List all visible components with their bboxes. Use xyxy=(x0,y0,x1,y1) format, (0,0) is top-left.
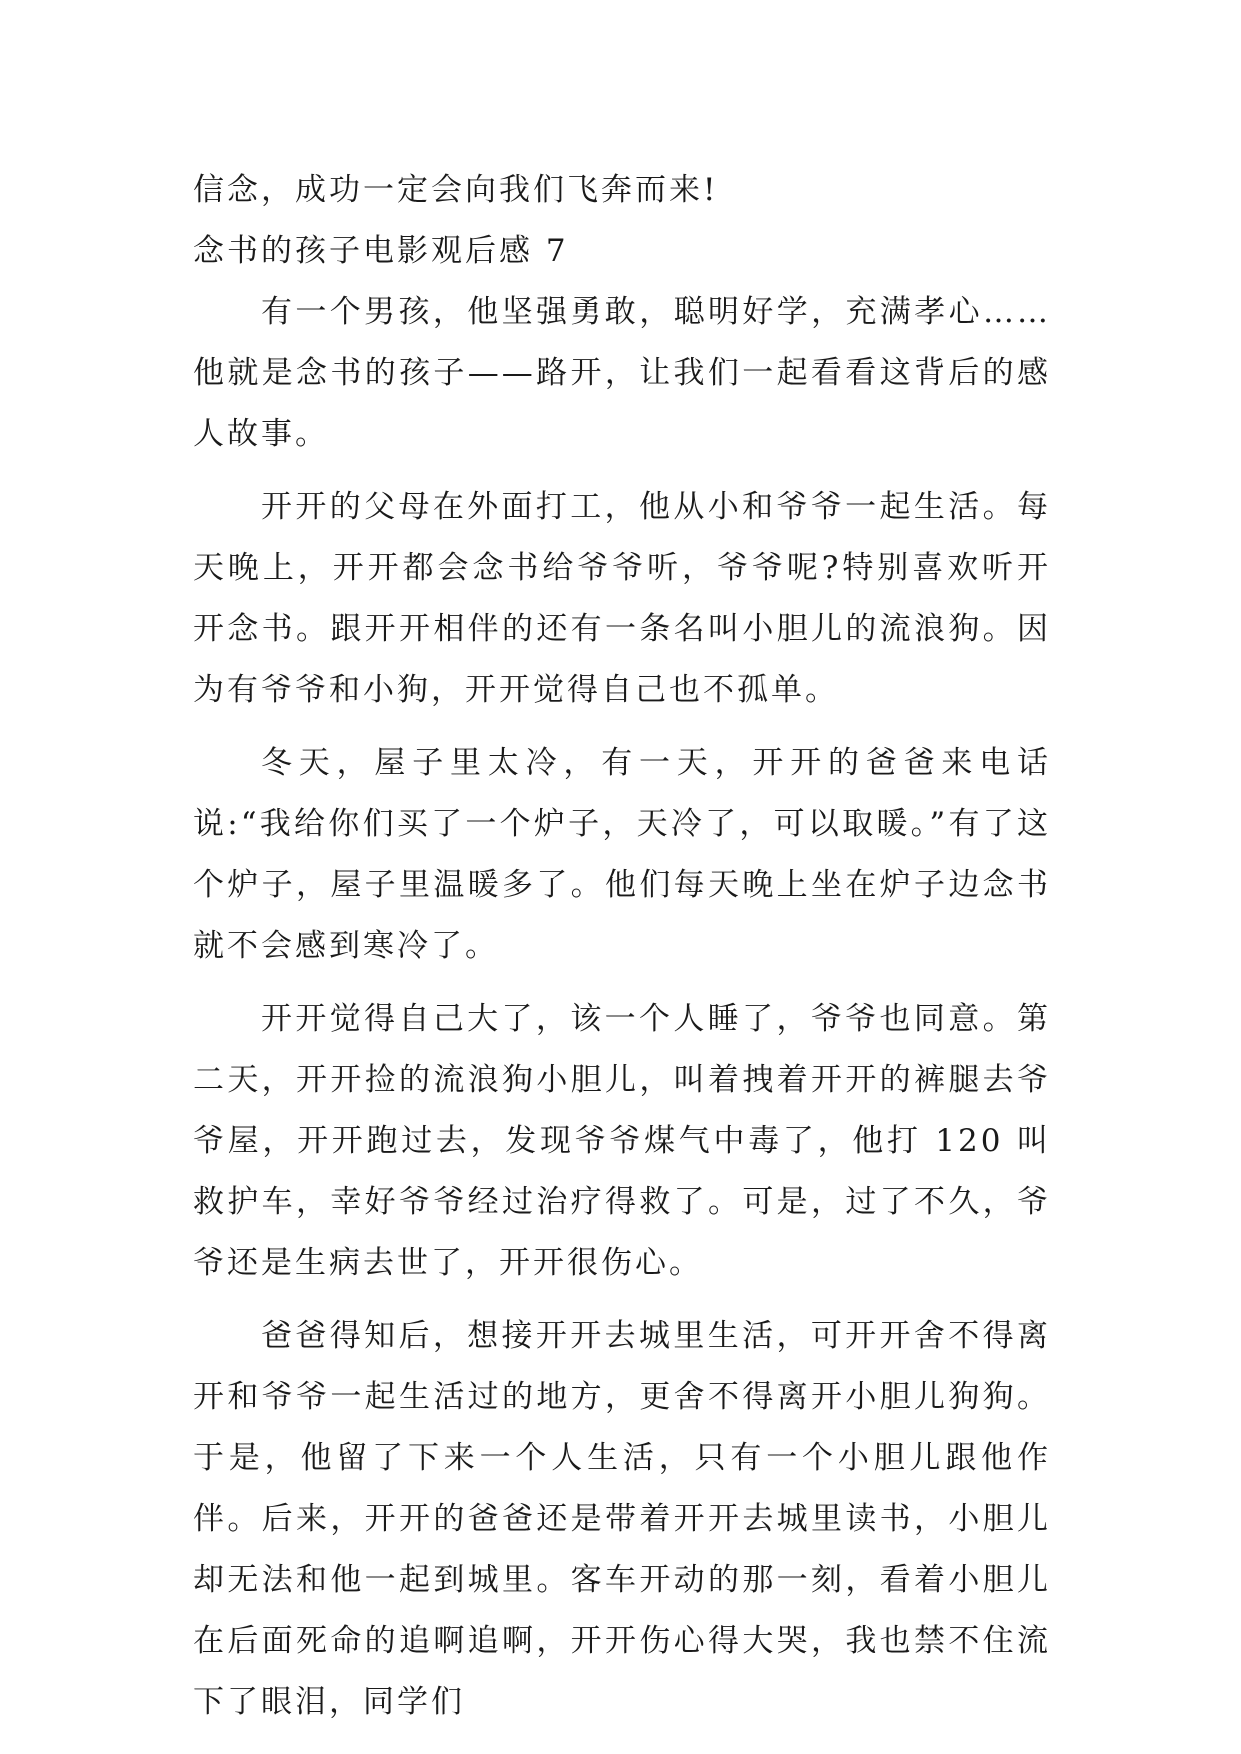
document-body xyxy=(193,160,1051,1733)
section-title: 念书的孩子电影观后感 7 xyxy=(193,233,569,269)
paragraph-4: 开开觉得自己大了，该一个人睡了，爷爷也同意。第二天，开开捡的流浪狗小胆儿，叫着拽着开开的裤腿去爷爷屋，开开跑过去，发现爷爷煤气中毒了，他打 120 叫救护车，幸好爷爷经过治疗得救了。可是，过了不久，爷爷还是生病去世了，开开很伤心。 xyxy=(193,1001,1051,1281)
paragraph-1: 有一个男孩，他坚强勇敢，聪明好学，充满孝心……他就是念书的孩子——路开，让我们一起看看这背后的感人故事。 xyxy=(193,294,1051,452)
paragraph-5: 爸爸得知后，想接开开去城里生活，可开开舍不得离开和爷爷一起生活过的地方，更舍不得离开小胆儿狗狗。于是，他留了下来一个人生活，只有一个小胆儿跟他作伴。后来，开开的爸爸还是带着开开去城里读书，小胆儿却无法和他一起到城里。客车开动的那一刻，看着小胆儿在后面死命的追啊追啊，开开伤心得大哭，我也禁不住流下了眼泪，同学们 xyxy=(193,1318,1051,1720)
paragraph-2: 开开的父母在外面打工，他从小和爷爷一起生活。每天晚上，开开都会念书给爷爷听，爷爷呢?特别喜欢听开开念书。跟开开相伴的还有一条名叫小胆儿的流浪狗。因为有爷爷和小狗，开开觉得自己也不孤单。 xyxy=(193,489,1051,708)
continuation-line: 信念，成功一定会向我们飞奔而来! xyxy=(193,172,719,208)
paragraph-3: 冬天，屋子里太冷，有一天，开开的爸爸来电话说:“我给你们买了一个炉子，天冷了，可以取暖。”有了这个炉子，屋子里温暖多了。他们每天晚上坐在炉子边念书就不会感到寒冷了。 xyxy=(193,745,1051,964)
